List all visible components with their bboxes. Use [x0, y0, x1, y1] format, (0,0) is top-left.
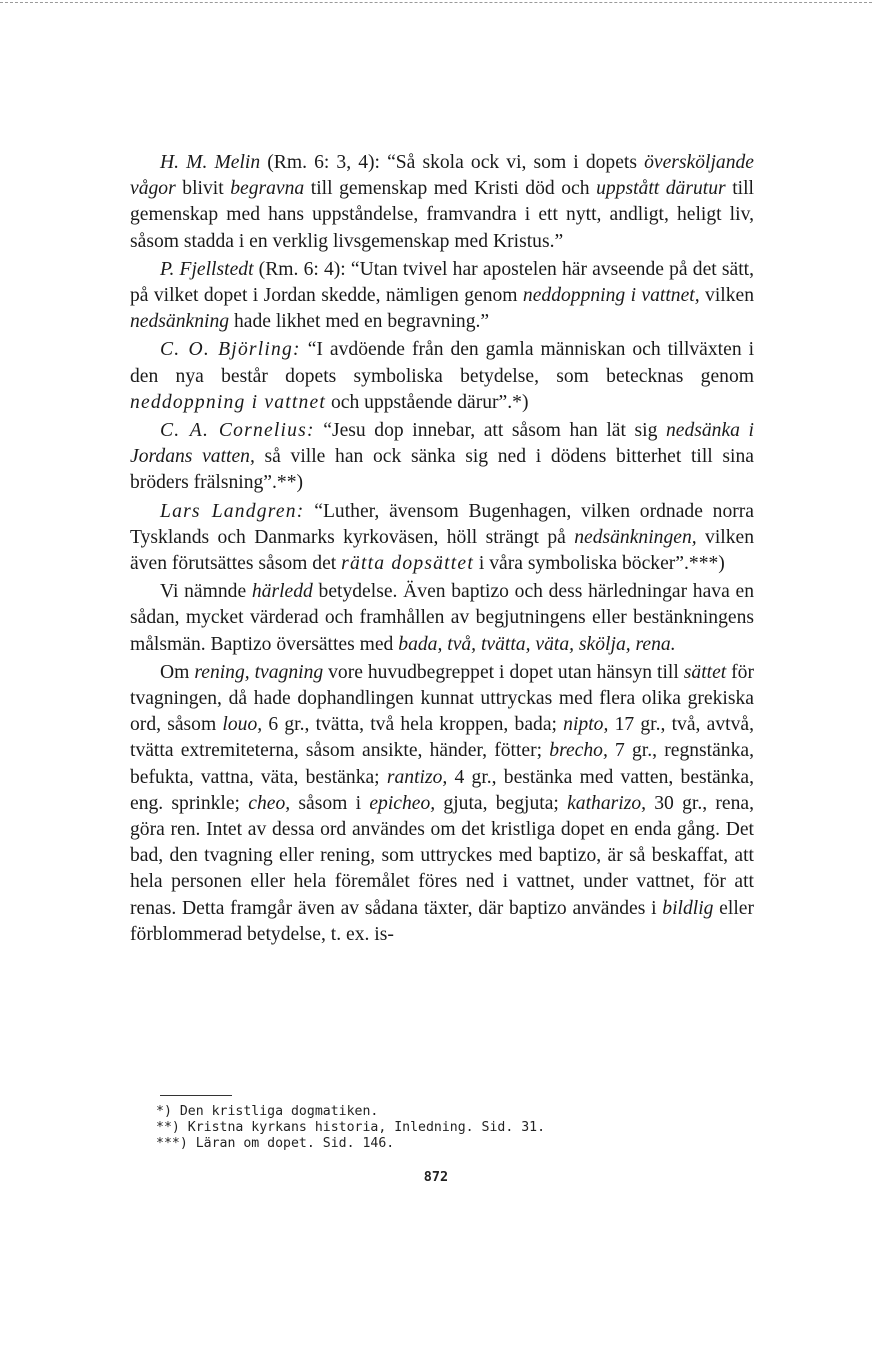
page-edge-rule: [0, 2, 872, 3]
footnote-2: [156, 1120, 716, 1136]
emphasis-text: rätta dopsättet: [341, 553, 474, 575]
emphasis-text: H. M. Melin: [160, 152, 261, 173]
emphasis-text: nedsänka i Jordans vatten,: [130, 420, 754, 468]
body-text: Vi nämnde: [160, 581, 252, 603]
emphasis-text: rantizo,: [386, 766, 448, 788]
page-body: [130, 150, 754, 950]
footnote-separator: [160, 1095, 232, 1096]
page-number: 872: [423, 1169, 449, 1185]
body-text: 6 gr., tvätta, två hela kroppen, bada;: [262, 714, 564, 736]
body-text: i våra symboliska böcker”.***): [473, 553, 725, 575]
body-text: för tvagningen, då hade dophandlingen kunnat uttryckas med flera olika grekiska ord, såsom: [130, 661, 755, 736]
body-text: (Rm. 6: 3, 4): “Så skola ock vi, som i dopets: [260, 152, 645, 173]
emphasis-text: epicheo,: [369, 792, 436, 814]
emphasis-text: cheo,: [248, 792, 291, 814]
paragraph-harledd: [130, 579, 754, 658]
body-text: vore huvudbegreppet i dopet utan hänsyn till: [323, 661, 684, 683]
emphasis-text: katharizo,: [567, 792, 647, 814]
body-text: betydelse. Även baptizo och dess härledningar hava en sådan, mycket värderad och framhållen av begjutningens eller bestänkningens målsmän. Baptizo översättes med: [130, 581, 754, 655]
emphasis-text: neddoppning i vattnet: [130, 391, 327, 413]
body-text: “I avdöende från den gamla människan och tillväxten i den nya består dopets symboliska betydelse, som betecknas genom: [130, 339, 755, 387]
emphasis-text: bada, två, tvätta, väta, skölja, rena.: [398, 633, 676, 655]
emphasis-text: nipto,: [563, 714, 609, 736]
footnotes: [156, 1104, 716, 1152]
body-text: “Luther, ävensom Bugenhagen, vilken ordnade norra Tysklands och Danmarks kyrkoväsen, höll strängt på: [130, 500, 754, 548]
emphasis-text: C. O. Björling:: [160, 339, 301, 361]
emphasis-text: uppstått därutur: [596, 178, 726, 200]
body-text: (Rm. 6: 4): “Utan tvivel har apostelen här avseende på det sätt, på vilket dopet i Jordan skedde, nämligen genom: [130, 258, 754, 307]
footnote-text: Den kristliga dogmatiken.: [179, 1104, 379, 1119]
emphasis-text: P. Fjellstedt: [160, 258, 254, 280]
emphasis-text: rening, tvagning: [194, 661, 324, 683]
body-text: och uppstående därur”.*): [326, 391, 529, 413]
body-text: hade likhet med en begravning.”: [229, 311, 490, 333]
emphasis-text: översköljande vågor: [130, 152, 754, 200]
body-text: 17 gr., två, avtvå, tvätta extremiteterna, såsom ansikte, händer, fötter;: [130, 714, 754, 762]
body-text: blivit: [175, 178, 231, 200]
body-text: “Jesu dop innebar, att såsom han lät sig: [314, 420, 666, 442]
emphasis-text: brecho,: [549, 740, 608, 762]
emphasis-text: C. A. Cornelius:: [160, 420, 315, 442]
footnote-mark: *): [156, 1104, 172, 1119]
footnote-1: [156, 1104, 716, 1120]
body-text: såsom i: [290, 792, 370, 814]
footnote-mark: ***): [156, 1136, 188, 1151]
paragraph-fjellstedt: [130, 257, 754, 336]
emphasis-text: sättet: [683, 661, 727, 683]
body-text: eller förblommerad betydelse, t. ex. is-: [130, 897, 754, 945]
body-text: vilken även förutsättes såsom det: [130, 526, 754, 575]
emphasis-text: härledd: [251, 581, 313, 603]
body-text: 4 gr., bestänka med vatten, bestänka, eng. sprinkle;: [130, 766, 754, 814]
body-text: så ville han ock sänka sig ned i dödens bitterhet till sina bröders frälsning”.**): [130, 446, 754, 494]
emphasis-text: louo,: [222, 714, 263, 736]
footnote-text: Kristna kyrkans historia, Inledning. Sid. 31.: [187, 1120, 546, 1135]
footnote-text: Läran om dopet. Sid. 146.: [195, 1136, 395, 1151]
body-text: till gemenskap med Kristi död och: [304, 178, 597, 200]
body-text: 7 gr., regnstänka, befukta, vattna, väta, bestänka;: [130, 740, 754, 788]
paragraph-landgren: [130, 499, 754, 578]
paragraph-bjorling: [130, 337, 754, 416]
emphasis-text: neddoppning i vattnet,: [522, 285, 700, 307]
paragraph-melin: [130, 150, 754, 255]
body-text: gjuta, begjuta;: [435, 792, 568, 814]
paragraph-rening: [130, 660, 754, 948]
emphasis-text: nedsänkning: [130, 311, 230, 333]
paragraph-cornelius: [130, 418, 754, 497]
emphasis-text: bildlig: [662, 897, 714, 919]
footnote-mark: **): [156, 1120, 180, 1135]
emphasis-text: begravna: [230, 178, 305, 200]
body-text: 30 gr., rena, göra ren. Intet av dessa ord användes om det kristliga dopet en enda gång. Det bad, den tvagning eller rening, som uttryckes med baptizo, är så beskaffat, att hela personen eller hela föremålet föres ned i vattnet, under vattnet, för att renas. Detta framgår även av sådana täxter, där baptizo användes i: [130, 792, 754, 919]
body-text: till gemenskap med hans uppståndelse, framvandra i ett nytt, andligt, heligt liv, såsom stadda i en verklig livsgemenskap med Kristus.”: [130, 178, 754, 252]
emphasis-text: nedsänkningen,: [574, 526, 697, 548]
footnote-3: [156, 1136, 716, 1152]
emphasis-text: Lars Landgren:: [160, 500, 305, 522]
body-text: Om: [160, 661, 195, 683]
body-text: vilken: [699, 285, 754, 307]
